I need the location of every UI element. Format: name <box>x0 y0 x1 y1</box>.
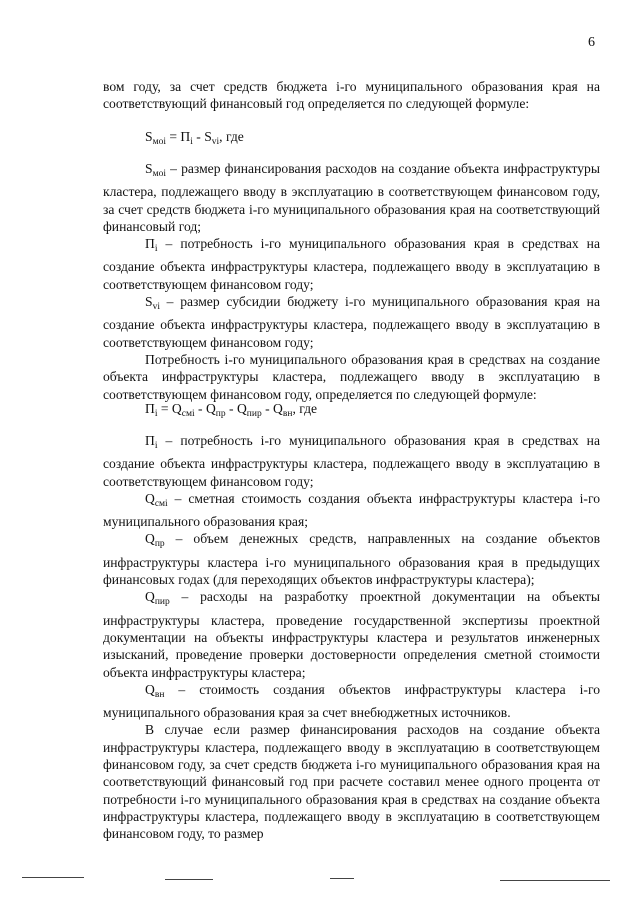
scan-artifact-line <box>22 877 84 878</box>
formula-p-i: $П_i = Q_{смi} - Q_{пр} - Q_{пир} - Q_{вн}$, где <box>145 401 318 419</box>
paragraph-case: В случае если размер финансирования расходов на создание объекта инфраструктуры кластера, подлежащего вводу в эксплуатацию в соответствующем финансовом году, за счет средств бюджета i-го муниципального образования края на соответствующий финансовый год при расчете составил менее одного процента от потребности i-го муниципального образования края в средствах на создание объекта инфраструктуры кластера, подлежащего вводу в эксплуатацию в соответствующем финансовом году, то размер <box>103 722 600 842</box>
definition-p-i: $П_i$ – потребность i-го муниципального образования края в средствах на создание объекта инфраструктуры кластера, подлежащего вводу в эксплуатацию в соответствующем финансовом году; <box>103 236 600 292</box>
definition-s-vi: $S_{vi}$ – размер субсидии бюджету i-го муниципального образования края на создание объекта инфраструктуры кластера, подлежащего вводу в эксплуатацию в соответствующем финансовом году; <box>103 294 600 350</box>
definitions-block-1 <box>103 160 600 403</box>
paragraph-need: Потребность i-го муниципального образования края в средствах на создание объекта инфраструктуры кластера, подлежащего вводу в эксплуатацию в соответствующем финансовом году, определяется по следующей формуле: <box>103 351 600 402</box>
scan-artifact-line <box>330 878 354 879</box>
scan-artifact-line <box>500 880 610 881</box>
formula-s-moi: $S_{мoi} = П_i - S_{vi}$, где <box>145 129 244 147</box>
definition-q-pr: $Q_{пр}$ – объем денежных средств, направленных на создание объектов инфраструктуры кластера i-го муниципального образования края в предыдущих финансовых годах (для переходящих объектов инфраструктуры кластера); <box>103 531 600 588</box>
paragraph-text: вом году, за счет средств бюджета i-го муниципального образования края на соответствующий финансовый год определяется по следующей формуле: <box>103 79 600 112</box>
definition-p-i-2: $П_i$ – потребность i-го муниципального образования края в средствах на создание объекта инфраструктуры кластера, подлежащего вводу в эксплуатацию в соответствующем финансовом году; <box>103 433 600 489</box>
definitions-block-2 <box>103 432 600 843</box>
definition-s-moi: $S_{мoi}$ – размер финансирования расходов на создание объекта инфраструктуры кластера, подлежащего вводу в эксплуатацию в соответствующем финансовом году, за счет средств бюджета i-го муниципального образования края на соответствующий финансовый год; <box>103 161 600 234</box>
scan-artifact-line <box>165 879 213 880</box>
paragraph-intro <box>103 78 600 113</box>
page-number: 6 <box>588 35 595 50</box>
definition-q-vn: $Q_{вн}$ – стоимость создания объектов инфраструктуры кластера i-го муниципального образования края за счет внебюджетных источников. <box>103 681 600 721</box>
definition-q-pir: $Q_{пир}$ – расходы на разработку проектной документации на объекты инфраструктуры кластера, проведение государственной экспертизы проектной документации на объекты инфраструктуры кластера и результатов инженерных изысканий, проведение проверки достоверности определения сметной стоимости объекта инфраструктуры кластера; <box>103 589 600 680</box>
definition-q-smi: $Q_{смi}$ – сметная стоимость создания объекта инфраструктуры кластера i-го муниципального образования края; <box>103 490 600 530</box>
